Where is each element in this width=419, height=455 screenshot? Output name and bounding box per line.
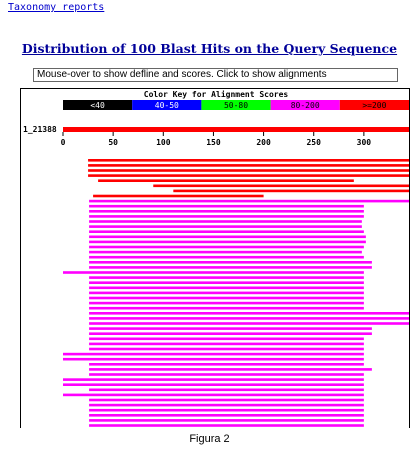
hit-bar xyxy=(93,195,263,198)
hit-bar xyxy=(88,169,409,172)
color-key-label: 80-200 xyxy=(290,101,320,110)
x-axis-tick-label: 100 xyxy=(156,138,171,147)
hit-bar xyxy=(89,327,372,330)
mouseover-info-box: Mouse-over to show defline and scores. Click to show alignments xyxy=(33,68,398,82)
hit-bar xyxy=(89,332,372,335)
hit-bar xyxy=(89,215,364,218)
x-axis-tick-label: 250 xyxy=(306,138,321,147)
hit-bar xyxy=(89,348,364,351)
taxonomy-reports-link[interactable]: Taxonomy reports xyxy=(8,2,105,13)
hit-bar xyxy=(89,292,364,295)
hit-bar xyxy=(89,287,364,290)
hit-bar xyxy=(89,230,364,233)
figure-caption: Figura 2 xyxy=(189,433,230,445)
x-axis-tick-label: 50 xyxy=(108,138,118,147)
hit-bar xyxy=(89,363,364,366)
hit-bar xyxy=(89,343,364,346)
hit-bar xyxy=(89,276,364,279)
hit-bar xyxy=(89,210,364,213)
hit-bar xyxy=(63,271,364,274)
hit-bar xyxy=(89,312,409,315)
hit-bar xyxy=(88,174,409,177)
hit-bar xyxy=(63,383,364,386)
hit-bars xyxy=(63,159,409,427)
hit-bar xyxy=(173,190,409,193)
hit-bar xyxy=(89,205,364,208)
hit-bar xyxy=(89,322,409,325)
hit-bar xyxy=(63,394,364,397)
hit-bar xyxy=(89,317,409,320)
x-axis-tick-label: 300 xyxy=(356,138,372,147)
hit-bar xyxy=(89,307,364,310)
hit-bar xyxy=(89,409,364,412)
color-key-label: 50-80 xyxy=(223,101,249,110)
hit-bar xyxy=(89,414,364,417)
hit-map-svg xyxy=(21,89,410,428)
query-label: 1_21388 xyxy=(23,125,57,134)
hit-bar xyxy=(89,373,364,376)
color-key-label: 40-50 xyxy=(154,101,179,110)
page-title-container xyxy=(0,38,419,57)
color-key-title: Color Key for Alignment Scores xyxy=(143,90,289,99)
hit-bar xyxy=(89,297,364,300)
hit-bar xyxy=(89,246,364,249)
color-key-label: <40 xyxy=(90,101,105,110)
query-sequence-bar xyxy=(63,127,409,132)
color-key-label: >=200 xyxy=(362,101,387,110)
x-axis-tick-label: 150 xyxy=(206,138,221,147)
hit-bar xyxy=(89,389,364,392)
hit-bar xyxy=(89,368,372,371)
hit-bar xyxy=(89,241,366,244)
hit-bar xyxy=(89,419,364,422)
page-title[interactable]: Distribution of 100 Blast Hits on the Query Sequence xyxy=(21,41,398,56)
hit-bar xyxy=(89,404,364,407)
hit-bar xyxy=(89,256,364,259)
hit-bar xyxy=(89,338,364,341)
hit-bar xyxy=(63,378,364,381)
hit-bar xyxy=(89,266,372,269)
hit-bar xyxy=(153,185,409,188)
hit-bar xyxy=(88,159,409,162)
hit-bar xyxy=(89,236,366,239)
hit-bar xyxy=(89,220,362,223)
hit-bar xyxy=(63,353,364,356)
hit-bar xyxy=(89,424,364,427)
hit-bar xyxy=(98,179,354,182)
hit-bar xyxy=(89,399,364,402)
blast-hit-map xyxy=(20,88,410,428)
x-axis xyxy=(61,132,372,147)
color-key xyxy=(63,100,409,110)
hit-bar xyxy=(89,251,362,254)
x-axis-tick-label: 0 xyxy=(60,138,66,147)
x-axis-tick-label: 200 xyxy=(256,138,271,147)
hit-bar xyxy=(89,302,364,305)
hit-bar xyxy=(88,164,409,167)
hit-bar xyxy=(89,225,362,228)
hit-bar xyxy=(89,281,364,284)
hit-bar xyxy=(89,261,372,264)
hit-bar xyxy=(89,200,409,203)
hit-bar xyxy=(63,358,364,361)
